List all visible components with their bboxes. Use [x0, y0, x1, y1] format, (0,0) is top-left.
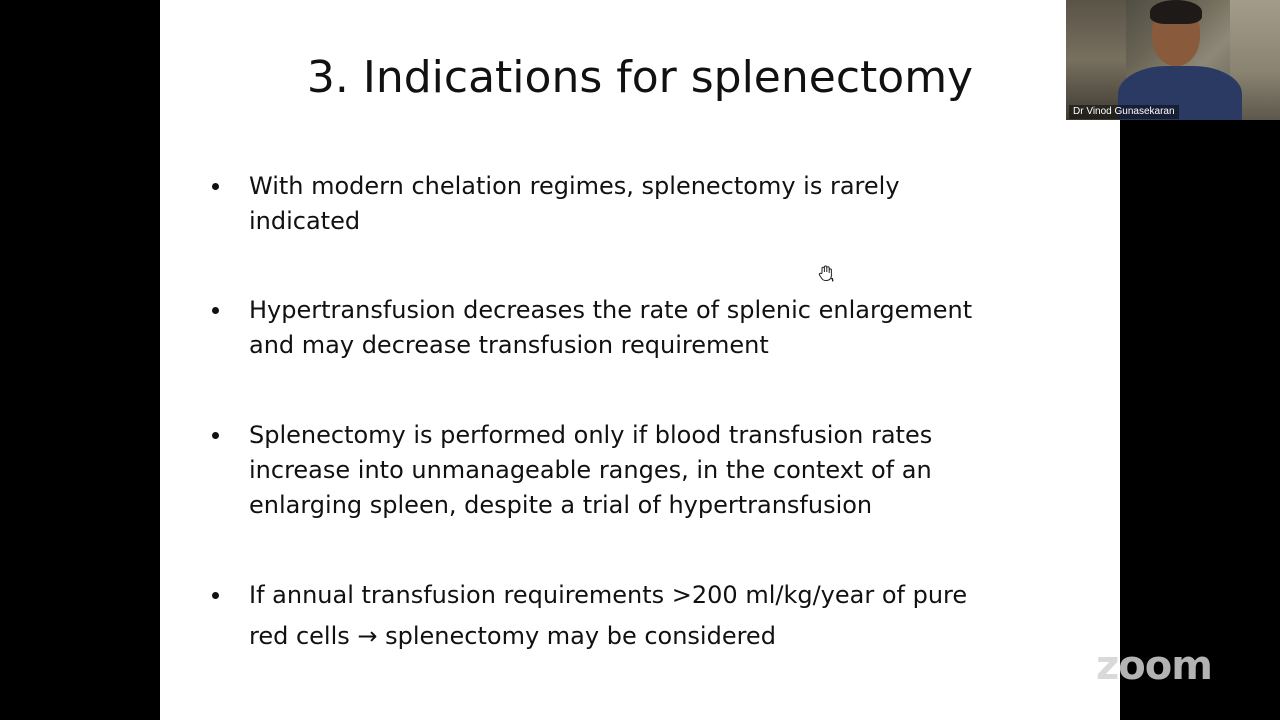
bullet-line: If annual transfusion requirements >200 ml/kg/year of pure — [249, 581, 968, 609]
bullet-dot-icon — [212, 183, 219, 190]
bullet-line: enlarging spleen, despite a trial of hypertransfusion — [249, 491, 873, 519]
participant-video-tile[interactable] — [1066, 0, 1280, 120]
bullet-text — [249, 418, 932, 523]
bullet-line: and may decrease transfusion requirement — [249, 331, 769, 359]
bullet-list — [160, 0, 1120, 720]
bullet-dot-icon — [212, 432, 219, 439]
presentation-slide — [160, 0, 1120, 720]
bullet-dot-icon — [212, 307, 219, 314]
bullet-line: Splenectomy is performed only if blood transfusion rates — [249, 421, 933, 449]
bullet-text — [249, 169, 900, 239]
bullet-line: Hypertransfusion decreases the rate of splenic enlargement — [249, 296, 973, 324]
bullet-line: With modern chelation regimes, splenectomy is rarely — [249, 172, 900, 200]
bullet-line: increase into unmanageable ranges, in the context of an — [249, 456, 932, 484]
bullet-text — [249, 575, 967, 657]
bullet-dot-icon — [212, 592, 219, 599]
hand-cursor-icon — [816, 264, 836, 284]
zoom-watermark-logo: zoom — [1096, 643, 1212, 689]
participant-name-label: Dr Vinod Gunasekaran — [1069, 105, 1179, 119]
slide-title: 3. Indications for splenectomy — [306, 52, 974, 103]
participant-hair — [1150, 0, 1202, 24]
bullet-line: red cells → splenectomy may be considered — [249, 622, 776, 650]
bullet-text — [249, 293, 972, 363]
bullet-line: indicated — [249, 207, 361, 235]
video-background — [1066, 0, 1126, 120]
